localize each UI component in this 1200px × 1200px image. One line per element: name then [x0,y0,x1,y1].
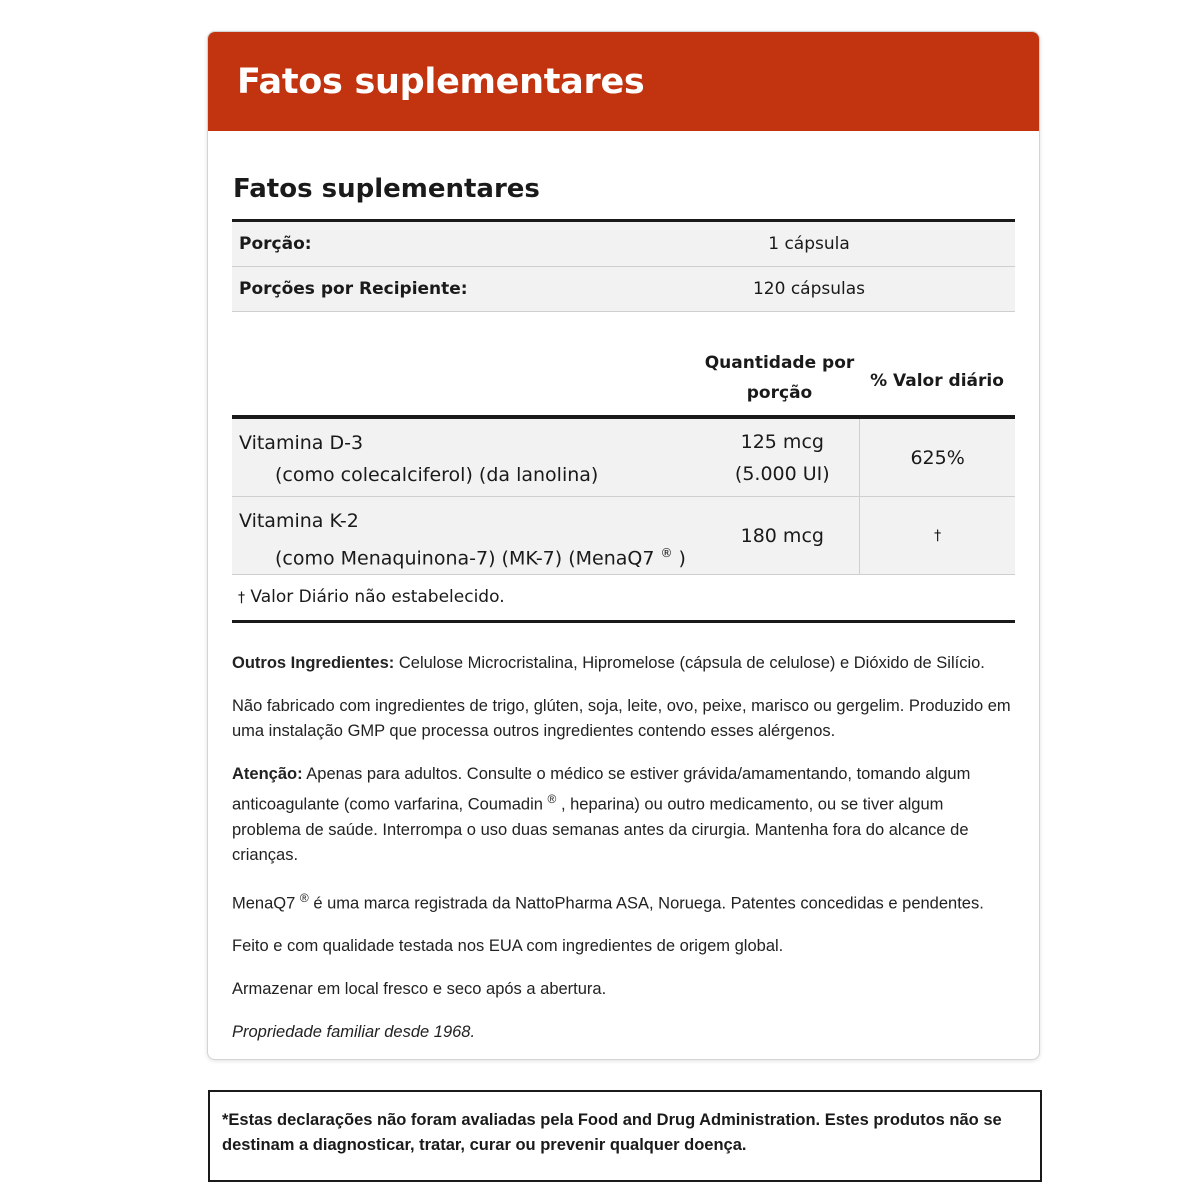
serving-size-row [232,222,1015,267]
family-owned-statement: Propriedade familiar desde 1968. [232,1023,476,1041]
nutrient-amount-value: 180 mcg [740,524,824,547]
other-ingredients [232,651,1015,676]
nutrient-column-headers [232,346,1015,416]
nutrient-name: Vitamina K-2 [239,510,359,532]
nutrient-source [239,537,705,574]
table-row [232,419,1015,497]
nutrient-source-end: ) [678,547,686,570]
table-row [232,497,1015,575]
product-info [232,651,1015,1060]
storage-statement: Armazenar em local fresco e seco após a abertura. [232,980,607,998]
trademark-statement [232,886,1015,917]
serving-size-value: 1 cápsula [768,234,850,254]
nutrient-name-cell [232,497,705,574]
registered-mark: ® [660,546,673,560]
nutrient-amount [705,419,860,496]
warning-text-part1: Apenas para adultos. Consulte o médico se estiver grávida/amamentando, tomando algum anticoagulante (como varfarina, Coumadin [232,765,971,814]
serving-table [232,219,1015,312]
trademark-text: é uma marca registrada da NattoPharma ASA, Noruega. Patentes concedidas e pendentes. [313,894,984,912]
warning-text-part2: , heparina) ou outro medicamento, ou se tiver algum problema de saúde. Interrompa o uso duas semanas antes da cirurgia. Mantenha fora do alcance de crianças. [232,795,969,864]
made-in-statement: Feito e com qualidade testada nos EUA com ingredientes de origem global. [232,937,784,955]
header-title: Fatos suplementares [237,61,645,102]
dagger-mark: † [238,590,245,606]
registered-mark: ® [547,792,557,806]
nutrient-table [232,415,1015,623]
nutrient-daily-value: † [934,527,942,544]
nutrient-amount [705,497,860,574]
nutrient-amount-value: 125 mcg [740,430,824,453]
facts-title: Fatos suplementares [233,174,540,204]
daily-value-footnote [232,575,1015,623]
nutrient-amount-iu: (5.000 UI) [734,462,830,485]
trademark-brand: MenaQ7 [232,894,296,912]
nutrient-name: Vitamina D-3 [239,432,364,454]
servings-per-container-value: 120 cápsulas [752,279,866,299]
footnote-text: Valor Diário não estabelecido. [250,587,505,607]
nutrient-source: (como colecalciferol) (da lanolina) [275,464,599,486]
serving-size-label: Porção: [239,234,312,254]
allergen-statement: Não fabricado com ingredientes de trigo, glúten, soja, leite, ovo, peixe, marisco ou gergelim. Produzido em uma instalação GMP que processa outros ingredientes contendo esses alérgenos. [232,697,1011,740]
other-ingredients-text: Celulose Microcristalina, Hipromelose (cápsula de celulose) e Dióxido de Silício. [398,654,985,672]
supplement-facts-card [207,31,1040,1060]
nutrient-source-text: (como Menaquinona-7) (MK-7) (MenaQ7 [275,547,655,570]
nutrient-name-cell [232,419,705,496]
amount-header-line1: Quantidade por [704,353,855,373]
servings-per-container-label: Porções por Recipiente: [239,279,468,299]
nutrient-daily-value: 625% [910,446,965,469]
fda-disclaimer: *Estas declarações não foram avaliadas pela Food and Drug Administration. Estes produtos não se destinam a diagnosticar, tratar, curar ou prevenir qualquer doença. [208,1090,1042,1182]
amount-header-line2: porção [746,383,813,403]
registered-mark: ® [299,890,309,905]
card-header [208,32,1039,131]
warning-statement [232,762,1015,868]
amount-per-serving-header [702,348,857,408]
other-ingredients-label: Outros Ingredientes: [232,654,395,672]
warning-label: Atenção: [232,765,303,783]
daily-value-header: % Valor diário [870,371,1004,391]
servings-per-container-row [232,267,1015,312]
